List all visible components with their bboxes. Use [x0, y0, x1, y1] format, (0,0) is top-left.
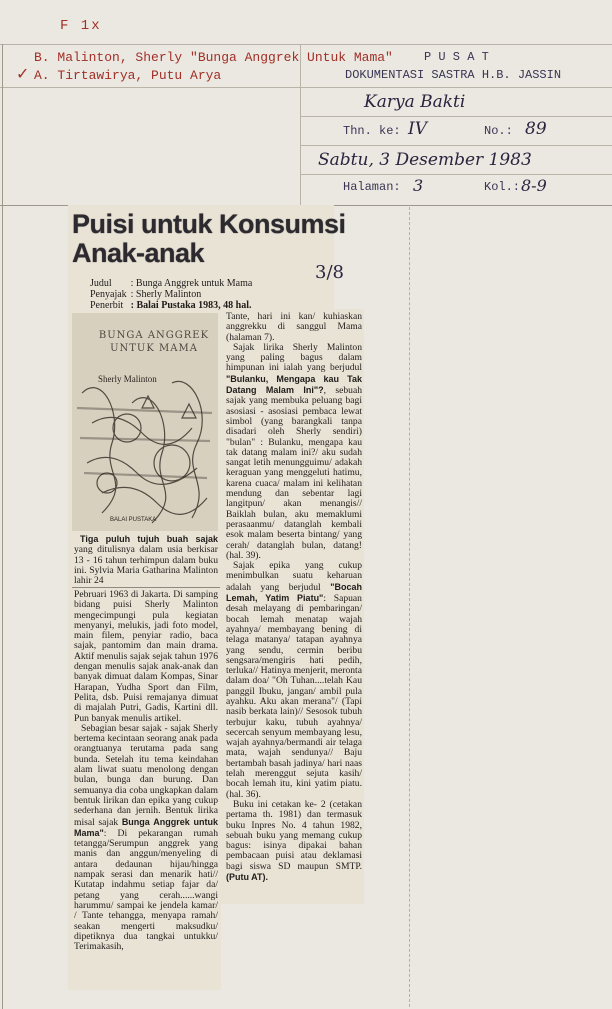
- right-column-text-2-pre: Sajak lirika Sherly Malinton yang paling bagus dalam himpunan ini ialah yang berjudul: [226, 341, 362, 374]
- archive-title-1: P U S A T: [424, 50, 489, 64]
- headline-line-2: Anak-anak: [72, 238, 205, 268]
- publication-name: Karya Bakti: [364, 92, 466, 112]
- cover-publisher: BALAI PUSTAKA: [110, 517, 157, 523]
- cover-title: BUNGA ANGGREK UNTUK MAMA: [98, 330, 210, 354]
- thn-label: Thn. ke:: [343, 124, 401, 138]
- left-column-text-2b-post: : Di pekarangan rumah tetangga/Serumpun anggrek yang manis dan anggun/menyeling di antara dedaunan hijau/hingga nampak serasi dan menarik hati// Kutatap indahmu setiap fajar da/ petang yang cerah......wangi harummu/ sampai ke jendela kamar/ / Tante tehangga, menyapa ramah/ seakan mengerti maksudku/ dipetiknya dua tangkai untukku/ Terimakasih,: [74, 827, 218, 953]
- penyajak-label: Penyajak: [90, 289, 127, 300]
- judul-value: : Bunga Anggrek untuk Mama: [130, 278, 253, 289]
- check-mark: ✓: [16, 64, 30, 83]
- right-column-poem-title-1: "Bulanku, Mengapa kau Tak Datang Malam Ini"?: [226, 373, 362, 396]
- publication-date: Sabtu, 3 Desember 1983: [318, 150, 532, 170]
- halaman-label: Halaman:: [343, 180, 401, 194]
- margin-note: 3/8: [315, 262, 344, 283]
- right-column-text-2-post: , sebuah sajak yang membuka peluang bagi asosiasi - asosiasi pembaca lewat simbol (yang barangkali tanpa disadari oleh Sherly sendiri) "bulan" : Bulanku, mengapa kau tak datang malam ini?/ aku sudah sangat letih menungguimu/ adakah keraguan yang menggeluti hatimu, karena cuaca/ malam ini kelihatan mendung dan sebentar lagi langitpun/ akan menangis// Baiklah bulan, aku memaklumi perasaanmu/ datanglah kembali esok malam beserta bintang/ yang cerah/ datanglah bulan, datang! (hal. 39).: [226, 385, 363, 561]
- left-column-poem-title: Bunga Anggrek untuk Mama": [74, 816, 218, 838]
- no-value: 89: [525, 119, 547, 139]
- folder-code: F 1x: [60, 18, 102, 34]
- book-cover-image: [72, 313, 218, 531]
- right-column-text-1: Tante, hari ini kan/ kuhiaskan anggrekku di sanggul Mama (halaman 7).: [226, 311, 362, 343]
- left-column-text-2b-pre: Sebagian besar sajak - sajak Sherly bertema kecintaan seorang anak pada orangtuanya terutama pada sang bunda. Setelah itu tema keindahan alam liwat suatu menolong dengan bulan, bunga dan burung. Dan semuanya dia coba ungkapkan dalam bentuk lirikan dan epika yang cukup sederhana dan jernih. Bentuk lirika misal sajak: [74, 722, 218, 828]
- halaman-value: 3: [413, 176, 424, 195]
- right-column: [226, 312, 362, 883]
- right-column-text-4: Buku ini cetakan ke- 2 (cetakan pertama th. 1981) dan termasuk buku Inpres No. 4 tahun 1982, sebuah buku yang memang cukup bagus: isinya dipakai bahan pembacaan puisi atau deklamasi bagi siswa SD maupun SMTP.: [226, 798, 362, 872]
- left-column-lead: Tiga puluh tujuh buah sajak: [80, 534, 218, 544]
- kol-label: Kol.:: [484, 180, 521, 194]
- penerbit-label: Penerbit: [90, 300, 124, 311]
- penyajak-value: : Sherly Malinton: [130, 289, 202, 300]
- left-column-text-1: yang ditulisnya dalam usia berkisar 13 - 16 tahun terhimpun dalam buku ini. Sylvia Maria Gatharina Malinton lahir 24: [74, 544, 218, 587]
- left-column-part-1: [74, 534, 218, 586]
- kol-value: 8-9: [521, 176, 547, 195]
- author-line-2: A. Tirtawirya, Putu Arya: [34, 68, 222, 83]
- right-column-poem-title-2: "Bocah Lemah, Yatim Piatu": [226, 581, 363, 604]
- judul-label: Judul: [90, 278, 112, 289]
- right-column-text-3-pre: Sajak epika yang cukup menimbulkan suatu keharuan adalah yang berjudul: [226, 560, 362, 593]
- cover-author: Sherly Malinton: [98, 374, 157, 384]
- archive-title-2: DOKUMENTASI SASTRA H.B. JASSIN: [345, 68, 562, 82]
- thn-value: IV: [408, 119, 427, 139]
- no-label: No.:: [484, 124, 513, 138]
- left-column-part-2: [74, 590, 218, 952]
- right-column-byline: (Putu AT).: [226, 872, 268, 883]
- right-column-text-3-post: : Sapuan desah melayang di pembaringan/ bocah lemah menatap wajah ayahnya/ membayang bening di telaga matanya/ tatapan ayahnya yang sendu, cermin beribu sengsara/mengiris hati pedih, terluka// Hatinya menjerit, meronta dalam doa/ "Oh Tuhan....telah Kau panggil Ibuku, jangan/ ambil pula ayahku. Aku akan merana"/ (Tapi nasib berkata lain)// Sesosok tubuh terbujur kaku, tubuh ayahnya/ secercah senyum membayang lesu, wajah ayahnya/bermandi air telaga mata, wajah sendunya// Baju bertambah basah jadinya/ hari naas telah merenggut sejuta kasih/ bocah lemah itu, kini yatim piatu. (hal. 36).: [226, 593, 362, 800]
- book-info: [90, 278, 256, 311]
- left-column-text-2a: Pebruari 1963 di Jakarta. Di samping bidang puisi Sherly Malinton mengecimpungi pula kegiatan menyanyi, melukis, jadi foto model, main filem, penyiar radio, baca sajak, pantomim dan main drama. Aktif menulis sajak sejak tahun 1976 dengan menulis sajak anak-anak dan banyak dimuat dalam Kompas, Sinar Harapan, Yudha Sport dan Film, Pelita, dsb. Puisi remajanya dimuat di majalah Putri, Gadis, Kartini dll. Pun banyak menulis artikel.: [74, 589, 218, 724]
- headline-line-1: Puisi untuk Konsumsi: [72, 209, 346, 239]
- penerbit-value: : Balai Pustaka 1983, 48 hal.: [130, 300, 252, 311]
- author-line-1: B. Malinton, Sherly "Bunga Anggrek Untuk Mama": [34, 50, 393, 65]
